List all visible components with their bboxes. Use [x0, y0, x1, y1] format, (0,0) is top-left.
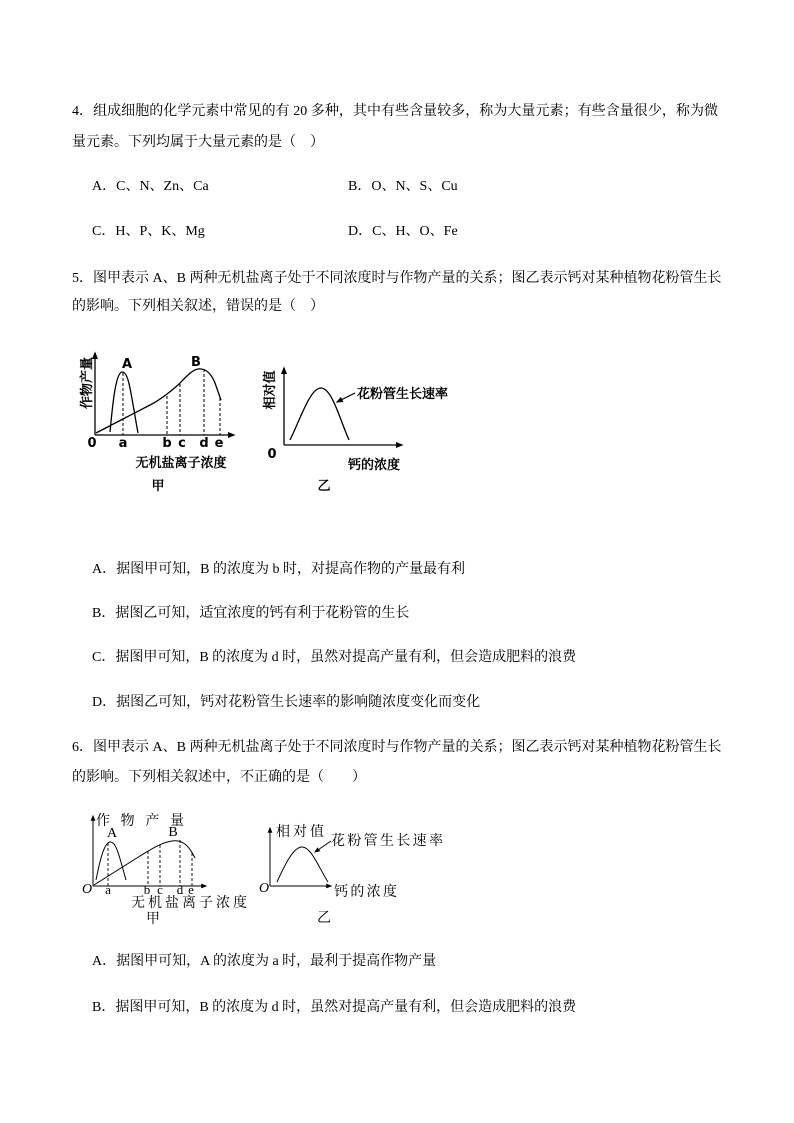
origin-label: O — [258, 881, 270, 896]
tick-label-b: b — [162, 436, 172, 451]
graph-jia — [82, 812, 247, 927]
tick-label-c: c — [178, 436, 186, 451]
tick-label-a: a — [118, 436, 128, 451]
curve-b-label: B — [168, 825, 178, 840]
x-axis-label: 钙的浓度 — [334, 885, 397, 900]
question-4-stem-line-2: 量元素。下列均属于大量元素的是（ ） — [72, 135, 324, 150]
figure-caption-jia: 甲 — [146, 912, 160, 927]
tick-label-a: a — [105, 882, 111, 897]
tick-label-c: c — [157, 882, 163, 897]
curve-a-label: A — [121, 357, 133, 372]
y-axis-label: 相对值 — [276, 825, 324, 840]
x-axis-label: 钙的浓度 — [347, 458, 401, 473]
question-6-stem-line-1: 6．图甲表示 A、B 两种无机盐离子处于不同浓度时与作物产量的关系；图乙表示钙对某种植物花粉管生长 — [72, 740, 722, 755]
tick-label-d: d — [176, 882, 184, 897]
curve-pointer-arrow — [337, 393, 355, 402]
curve-b — [96, 369, 221, 433]
tick-label-b: b — [143, 882, 151, 897]
question-6-option-b: B．据图甲可知，B 的浓度为 d 时，虽然对提高产量有利，但会造成肥料的浪费 — [92, 1000, 577, 1015]
growth-rate-curve — [290, 388, 349, 440]
tick-label-e: e — [214, 436, 224, 451]
question-6-stem-line-2: 的影响。下列相关叙述中，不正确的是（ ） — [72, 770, 366, 785]
question-4-option-a: A．C、N、Zn、Ca — [92, 179, 209, 194]
question-6-option-a: A．据图甲可知，A 的浓度为 a 时，最利于提高作物产量 — [92, 954, 437, 969]
question-5-option-c: C．据图甲可知，B 的浓度为 d 时，虽然对提高产量有利，但会造成肥料的浪费 — [92, 650, 577, 665]
figure-caption-jia: 甲 — [151, 479, 165, 494]
curve-label: 花粉管生长速率 — [331, 834, 443, 849]
question-4-option-d: D．C、H、O、Fe — [348, 224, 458, 239]
origin-label: 0 — [87, 436, 97, 451]
figure-caption-yi: 乙 — [317, 911, 331, 926]
question-5-stem-line-2: 的影响。下列相关叙述，错误的是（ ） — [72, 299, 324, 314]
curve-pointer-arrow — [315, 841, 331, 852]
question-5-option-b: B．据图乙可知，适宜浓度的钙有利于花粉管的生长 — [92, 606, 410, 621]
question-6-figure — [60, 805, 480, 935]
curve-b-label: B — [191, 355, 201, 370]
x-axis-label: 无机盐离子浓度 — [131, 896, 247, 911]
question-4-stem-line-1: 4．组成细胞的化学元素中常见的有 20 多种，其中有些含量较多，称为大量元素；有些含量很少，称为微 — [72, 104, 718, 119]
curve-a-label: A — [106, 826, 118, 841]
x-axis-label: 无机盐离子浓度 — [135, 456, 227, 471]
question-5-option-a: A．据图甲可知，B 的浓度为 b 时，对提高作物的产量最有利 — [92, 562, 465, 577]
question-4-option-c: C．H、P、K、Mg — [92, 224, 205, 239]
origin-label: 0 — [267, 447, 277, 462]
y-axis-label: 作物产量 — [80, 356, 95, 410]
y-axis-label: 相对值 — [263, 370, 278, 410]
curve-label: 花粉管生长速率 — [357, 387, 449, 402]
origin-label: O — [81, 882, 93, 897]
question-4-option-b: B．O、N、S、Cu — [348, 179, 458, 194]
question-5-option-d: D．据图乙可知，钙对花粉管生长速率的影响随浓度变化而变化 — [92, 695, 481, 710]
y-axis-label: 作物产量 — [96, 814, 184, 829]
graph-jia — [79, 353, 234, 494]
growth-rate-curve — [277, 847, 328, 882]
question-5-figure — [60, 340, 480, 500]
graph-yi — [262, 368, 448, 494]
question-5-stem-line-1: 5．图甲表示 A、B 两种无机盐离子处于不同浓度时与作物产量的关系；图乙表示钙对某种植物花粉管生长 — [72, 271, 722, 286]
graph-yi — [259, 823, 443, 926]
tick-label-d: d — [199, 436, 209, 451]
tick-label-e: e — [188, 882, 194, 897]
figure-caption-yi: 乙 — [317, 479, 331, 494]
